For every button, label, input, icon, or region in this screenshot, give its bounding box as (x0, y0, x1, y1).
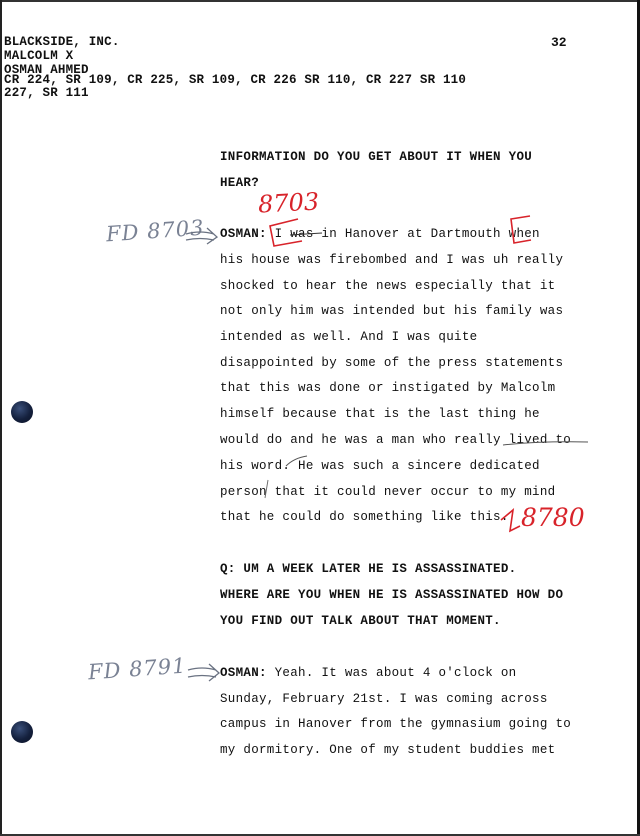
page-number: 32 (551, 35, 567, 50)
question-line: Q: UM A WEEK LATER HE IS ASSASSINATED. (220, 562, 517, 576)
answer-line: his house was firebombed and I was uh really (220, 253, 564, 267)
header-roll-numbers: CR 224, SR 109, CR 225, SR 109, CR 226 SR 110, CR 227 SR 110 (4, 73, 467, 87)
red-bracket-end (501, 510, 520, 531)
header-title: MALCOLM X (4, 49, 74, 63)
handwritten-red-number: 8703 (257, 187, 320, 219)
speaker-label: OSMAN: (220, 227, 267, 241)
arrow-mark (186, 228, 217, 244)
answer-line: campus in Hanover from the gymnasium going to (220, 717, 572, 731)
answer-line: shocked to hear the news especially that it (220, 279, 556, 293)
question-line: YOU FIND OUT TALK ABOUT THAT MOMENT. (220, 614, 501, 628)
answer-line: that he could do something like this. (220, 510, 509, 524)
header-interviewee: OSMAN AHMED (4, 63, 89, 77)
handwritten-fd-note: FD 8791 (87, 653, 188, 685)
pencil-mark (286, 456, 307, 466)
answer-line: Sunday, February 21st. I was coming across (220, 692, 548, 706)
header-company: BLACKSIDE, INC. (4, 35, 120, 49)
red-bracket-mid (511, 216, 531, 243)
handwritten-red-number: 8780 (521, 503, 585, 532)
handwritten-fd-note: FD 8703 (105, 215, 206, 247)
answer-line: his word. He was such a sincere dedicated (220, 459, 540, 473)
answer-text: Yeah. It was about 4 o'clock on (266, 666, 517, 680)
speaker-label: OSMAN: (220, 666, 267, 680)
answer-line: that this was done or instigated by Malcolm (220, 381, 556, 395)
answer-text: I was in Hanover at Dartmouth when (266, 227, 540, 241)
answer-line: would do and he was a man who really lived to (220, 433, 572, 447)
answer-line: himself because that is the last thing he (220, 407, 540, 421)
arrow-mark (188, 664, 219, 681)
answer-line: disappointed by some of the press statements (220, 356, 564, 370)
answer-line: person that it could never occur to my mind (220, 485, 556, 499)
pencil-mark (265, 480, 268, 498)
strike-mark (290, 233, 322, 235)
question-line: WHERE ARE YOU WHEN HE IS ASSASSINATED HOW DO (220, 588, 564, 602)
question-line: INFORMATION DO YOU GET ABOUT IT WHEN YOU (220, 150, 533, 164)
red-bracket-start (270, 219, 302, 246)
answer-line: not only him was intended but his family was (220, 304, 564, 318)
underline-mark (503, 442, 588, 445)
question-line: HEAR? (220, 176, 260, 190)
answer-line: my dormitory. One of my student buddies met (220, 743, 556, 757)
answer-line: intended as well. And I was quite (220, 330, 478, 344)
header-roll-numbers-cont: 227, SR 111 (4, 86, 89, 100)
